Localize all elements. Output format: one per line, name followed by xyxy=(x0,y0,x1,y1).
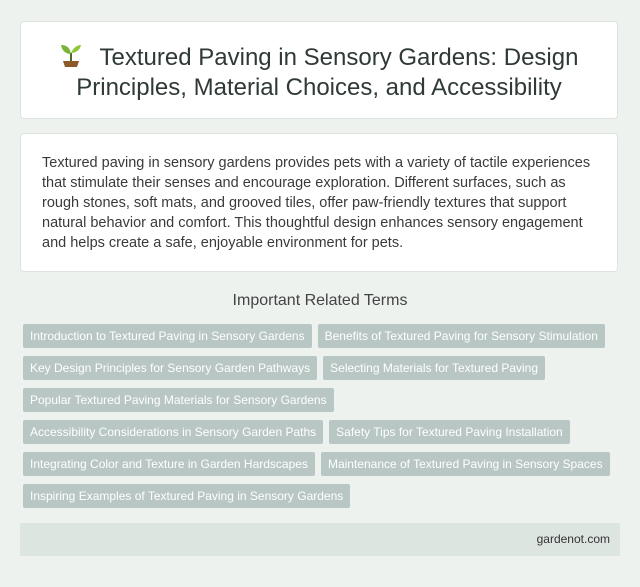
tag-color-and-texture[interactable]: Integrating Color and Texture in Garden Hardscapes xyxy=(23,452,315,476)
tag-key-design-principles[interactable]: Key Design Principles for Sensory Garden Pathways xyxy=(23,356,317,380)
tag-row xyxy=(23,420,623,452)
tag-introduction[interactable]: Introduction to Textured Paving in Sensory Gardens xyxy=(23,324,312,348)
tag-row xyxy=(23,388,623,420)
tag-popular-materials[interactable]: Popular Textured Paving Materials for Sensory Gardens xyxy=(23,388,334,412)
tag-safety-tips[interactable]: Safety Tips for Textured Paving Installation xyxy=(329,420,570,444)
related-terms-list xyxy=(23,324,623,516)
tag-maintenance[interactable]: Maintenance of Textured Paving in Sensory Spaces xyxy=(321,452,610,476)
page-title xyxy=(21,42,617,103)
related-terms-heading: Important Related Terms xyxy=(232,292,408,309)
tag-selecting-materials[interactable]: Selecting Materials for Textured Paving xyxy=(323,356,545,380)
sprout-icon xyxy=(60,42,82,68)
footer xyxy=(20,523,620,556)
intro-paragraph: Textured paving in sensory gardens provides pets with a variety of tactile experiences that stimulate their senses and encourage exploration. Different surfaces, such as rough stones, soft mats, and grooved tiles, offer paw-friendly textures that support natural behavior and comfort. This thoughtful design enhances sensory engagement and helps create a safe, enjoyable environment for pets. xyxy=(42,155,591,251)
tag-inspiring-examples[interactable]: Inspiring Examples of Textured Paving in Sensory Gardens xyxy=(23,484,350,508)
header-card xyxy=(20,21,618,119)
tag-benefits[interactable]: Benefits of Textured Paving for Sensory Stimulation xyxy=(318,324,605,348)
tag-accessibility[interactable]: Accessibility Considerations in Sensory Garden Paths xyxy=(23,420,323,444)
tag-row xyxy=(23,356,623,388)
tag-row xyxy=(23,484,623,516)
page-title-line-1: Textured Paving in Sensory Gardens: Design xyxy=(99,44,579,71)
page-title-line-2: Principles, Material Choices, and Accessibility xyxy=(76,74,562,101)
footer-site-link[interactable]: gardenot.com xyxy=(536,532,610,546)
intro-card xyxy=(20,133,618,272)
tag-row xyxy=(23,452,623,484)
tag-row xyxy=(23,324,623,356)
